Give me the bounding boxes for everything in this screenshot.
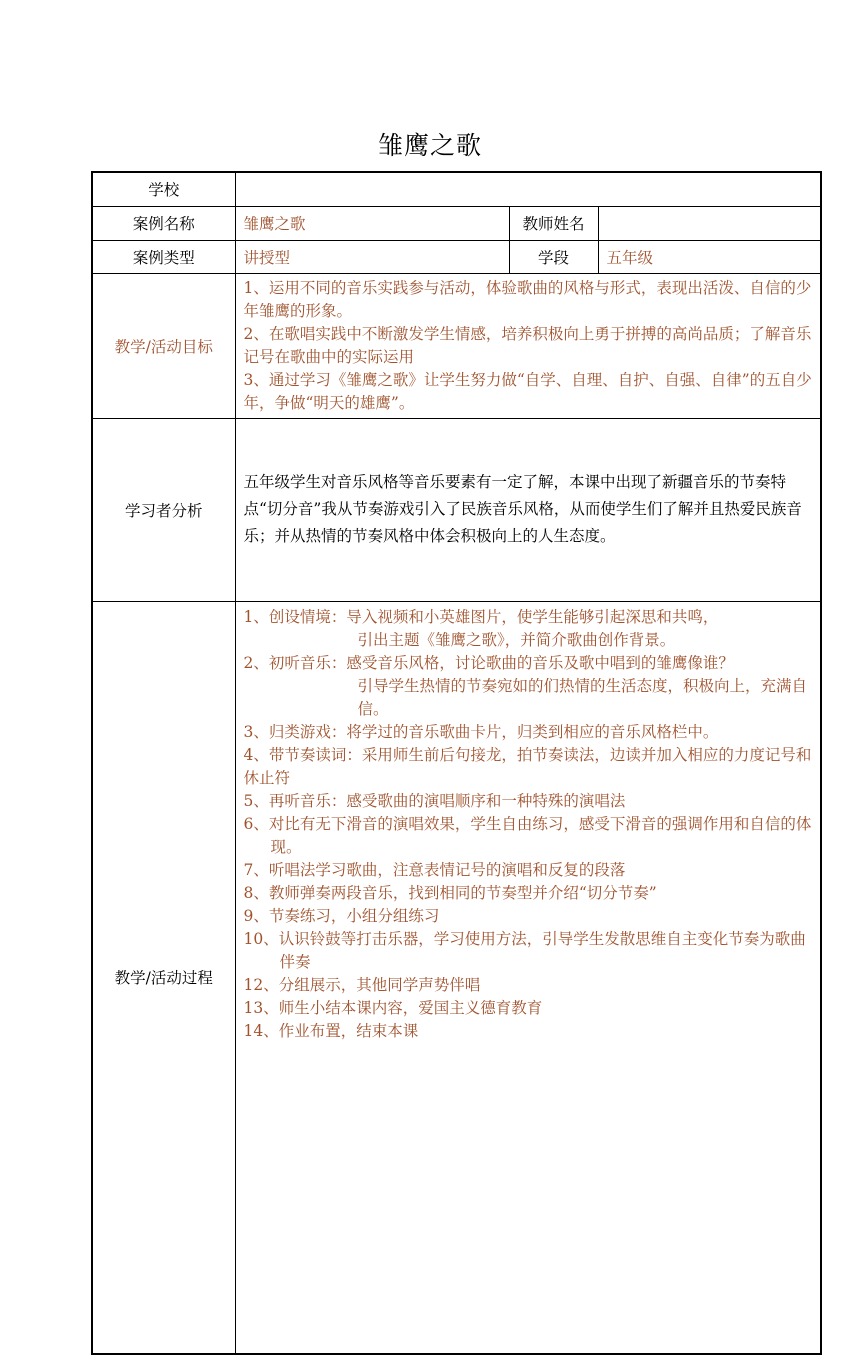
case-name-value: 雏鹰之歌 (235, 206, 509, 240)
process-step: 14、作业布置，结束本课 (243, 1021, 419, 1040)
process-step: 5、再听音乐：感受歌曲的演唱顺序和一种特殊的演唱法 (243, 791, 626, 810)
page-title: 雏鹰之歌 (377, 131, 482, 160)
row-case-type (92, 240, 821, 273)
process-step: 2、初听音乐：感受音乐风格，讨论歌曲的音乐及歌中唱到的雏鹰像谁？ (243, 653, 734, 672)
process-step: 9、节奏练习，小组分组练习 (243, 906, 440, 925)
row-goals (92, 273, 821, 418)
stage-value: 五年级 (598, 240, 821, 273)
row-learner (92, 418, 821, 601)
row-school (92, 172, 821, 206)
goals-label: 教学/活动目标 (92, 273, 235, 418)
process-step: 4、带节奏读词：采用师生前后句接龙，拍节奏读法，边读并加入相应的力度记号和休止符 (243, 745, 812, 787)
goal-item: 1、运用不同的音乐实践参与活动，体验歌曲的风格与形式，表现出活泼、自信的少年雏鹰的形象。 (243, 278, 812, 320)
process-step: 7、听唱法学习歌曲，注意表情记号的演唱和反复的段落 (243, 860, 626, 879)
process-step: 3、归类游戏：将学过的音乐歌曲卡片，归类到相应的音乐风格栏中。 (243, 722, 719, 741)
learner-label: 学习者分析 (92, 418, 235, 601)
process-step: 12、分组展示，其他同学声势伴唱 (243, 975, 481, 994)
lesson-plan-table (91, 171, 822, 1355)
process-step: 1、创设情境：导入视频和小英雄图片，使学生能够引起深思和共鸣， (243, 607, 719, 626)
school-value (235, 172, 821, 206)
process-step-detail: 引导学生热情的节奏宛如的们热情的生活态度，积极向上，充满自信。 (357, 676, 808, 718)
teacher-name-label: 教师姓名 (509, 206, 598, 240)
case-type-label: 案例类型 (92, 240, 235, 273)
row-case-name (92, 206, 821, 240)
row-process (92, 601, 821, 1354)
process-step-detail: 引出主题《雏鹰之歌》，并简介歌曲创作背景。 (357, 630, 676, 649)
goal-item: 3、通过学习《雏鹰之歌》让学生努力做“自学、自理、自护、自强、自律”的五自少年，争做“明天的雄鹰”。 (243, 370, 812, 412)
process-label: 教学/活动过程 (92, 601, 235, 1354)
teacher-name-value (598, 206, 821, 240)
process-step: 13、师生小结本课内容，爱国主义德育教育 (243, 998, 543, 1017)
process-step: 8、教师弹奏两段音乐，找到相同的节奏型并介绍“切分节奏” (243, 883, 657, 902)
case-name-label: 案例名称 (92, 206, 235, 240)
process-content (235, 601, 821, 1354)
process-step: 10、认识铃鼓等打击乐器，学习使用方法，引导学生发散思维自主变化节奏为歌曲伴奏 (243, 929, 806, 971)
stage-label: 学段 (509, 240, 598, 273)
school-label: 学校 (92, 172, 235, 206)
case-type-value: 讲授型 (235, 240, 509, 273)
learner-analysis-text: 五年级学生对音乐风格等音乐要素有一定了解，本课中出现了新疆音乐的节奏特点“切分音”我从节奏游戏引入了民族音乐风格，从而使学生们了解并且热爱民族音乐；并从热情的节奏风格中体会积极向上的人生态度。 (235, 418, 821, 601)
goals-content (235, 273, 821, 418)
process-step: 6、对比有无下滑音的演唱效果，学生自由练习，感受下滑音的强调作用和自信的体现。 (243, 814, 812, 856)
goal-item: 2、在歌唱实践中不断激发学生情感，培养积极向上勇于拼搏的高尚品质；了解音乐记号在歌曲中的实际运用 (243, 324, 812, 366)
